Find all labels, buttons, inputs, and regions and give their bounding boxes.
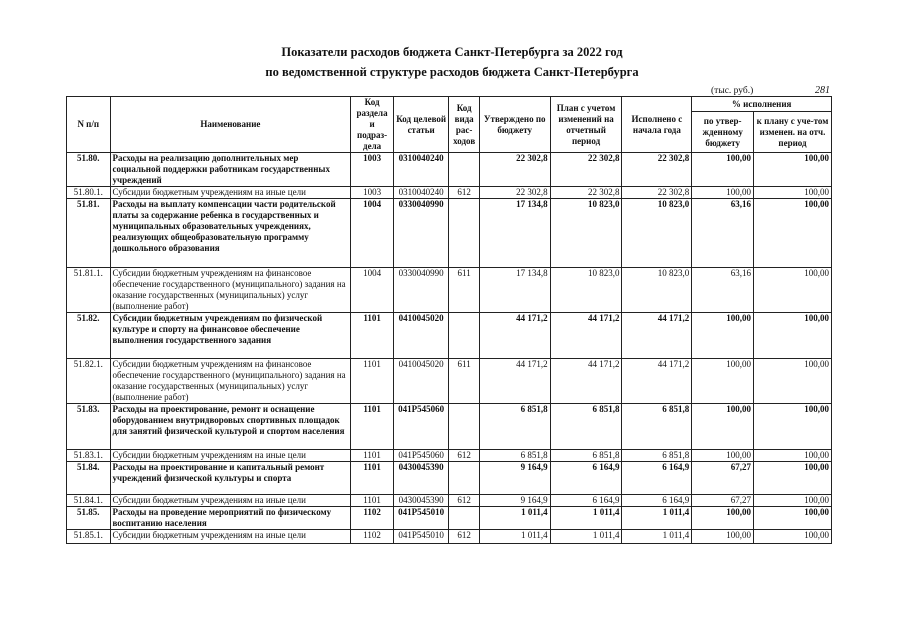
row-section-code: 1101 <box>351 450 394 462</box>
row-name: Субсидии бюджетным учреждениям на иные цели <box>110 530 351 544</box>
row-number: 51.84. <box>67 462 111 495</box>
report-subtitle: по ведомственной структуре расходов бюджета Санкт-Петербурга <box>265 65 639 79</box>
row-plan: 10 823,0 <box>550 268 622 313</box>
row-pct-approved: 100,00 <box>692 187 754 199</box>
row-number: 51.81.1. <box>67 268 111 313</box>
row-name: Расходы на проектирование, ремонт и оснащение оборудованием внутридворовых спортивных площадок для занятий физической культурой и спортом населения <box>110 404 351 450</box>
col-header-name: Наименование <box>110 97 351 153</box>
row-name: Расходы на проектирование и капитальный ремонт учреждений физической культуры и спорта <box>110 462 351 495</box>
row-type-code: 612 <box>449 495 479 507</box>
row-plan: 22 302,8 <box>550 187 622 199</box>
row-pct-approved: 67,27 <box>692 462 754 495</box>
col-header-target: Код целевой статьи <box>393 97 449 153</box>
row-name: Субсидии бюджетным учреждениям на иные цели <box>110 187 351 199</box>
row-type-code <box>449 313 479 359</box>
table-row <box>67 507 832 530</box>
row-type-code <box>449 507 479 530</box>
row-number: 51.82.1. <box>67 359 111 404</box>
row-executed: 10 823,0 <box>622 199 692 268</box>
row-pct-approved: 100,00 <box>692 450 754 462</box>
row-plan: 1 011,4 <box>550 530 622 544</box>
row-type-code: 611 <box>449 359 479 404</box>
row-target-code: 0430045390 <box>393 462 449 495</box>
row-type-code: 612 <box>449 450 479 462</box>
row-pct-plan: 100,00 <box>754 507 832 530</box>
units-label: (тыс. руб.) <box>711 86 754 96</box>
row-target-code: 041P545060 <box>393 404 449 450</box>
table-row <box>67 153 832 187</box>
row-section-code: 1101 <box>351 313 394 359</box>
row-pct-approved: 100,00 <box>692 530 754 544</box>
row-executed: 44 171,2 <box>622 313 692 359</box>
row-executed: 6 851,8 <box>622 404 692 450</box>
row-approved: 1 011,4 <box>479 507 550 530</box>
row-number: 51.85. <box>67 507 111 530</box>
col-header-pct-plan: к плану с уче-том изменен. на отч. период <box>754 112 832 153</box>
row-pct-approved: 63,16 <box>692 199 754 268</box>
row-pct-plan: 100,00 <box>754 153 832 187</box>
row-plan: 44 171,2 <box>550 313 622 359</box>
row-plan: 6 164,9 <box>550 462 622 495</box>
row-pct-plan: 100,00 <box>754 268 832 313</box>
row-plan: 1 011,4 <box>550 507 622 530</box>
row-pct-plan: 100,00 <box>754 404 832 450</box>
row-target-code: 0430045390 <box>393 495 449 507</box>
table-row <box>67 359 832 404</box>
row-approved: 9 164,9 <box>479 495 550 507</box>
row-type-code: 612 <box>449 187 479 199</box>
row-section-code: 1003 <box>351 187 394 199</box>
row-target-code: 0310040240 <box>393 153 449 187</box>
row-section-code: 1004 <box>351 268 394 313</box>
row-type-code: 611 <box>449 268 479 313</box>
row-pct-plan: 100,00 <box>754 187 832 199</box>
row-number: 51.83. <box>67 404 111 450</box>
col-header-plan: План с учетом изменений на отчетный период <box>550 97 622 153</box>
report-title: Показатели расходов бюджета Санкт-Петербурга за 2022 год <box>281 45 623 59</box>
row-target-code: 0330040990 <box>393 199 449 268</box>
row-section-code: 1101 <box>351 404 394 450</box>
page-number: 281 <box>815 85 830 96</box>
row-executed: 44 171,2 <box>622 359 692 404</box>
row-pct-plan: 100,00 <box>754 530 832 544</box>
row-executed: 22 302,8 <box>622 187 692 199</box>
row-approved: 6 851,8 <box>479 404 550 450</box>
row-target-code: 0410045020 <box>393 313 449 359</box>
row-section-code: 1102 <box>351 530 394 544</box>
table-row <box>67 530 832 544</box>
row-type-code <box>449 153 479 187</box>
row-target-code: 041P545010 <box>393 507 449 530</box>
table-row <box>67 187 832 199</box>
table-row <box>67 495 832 507</box>
row-section-code: 1004 <box>351 199 394 268</box>
row-section-code: 1102 <box>351 507 394 530</box>
row-approved: 22 302,8 <box>479 187 550 199</box>
row-target-code: 041P545010 <box>393 530 449 544</box>
row-pct-approved: 100,00 <box>692 313 754 359</box>
row-number: 51.85.1. <box>67 530 111 544</box>
row-number: 51.82. <box>67 313 111 359</box>
row-plan: 10 823,0 <box>550 199 622 268</box>
row-approved: 17 134,8 <box>479 199 550 268</box>
row-executed: 10 823,0 <box>622 268 692 313</box>
row-name: Расходы на выплату компенсации части родительской платы за содержание ребенка в государственных и муниципальных образовательных учреждениях, реализующих общеобразовательную программу дошкольного образования <box>110 199 351 268</box>
col-header-num: N п/п <box>67 97 111 153</box>
row-pct-plan: 100,00 <box>754 199 832 268</box>
row-approved: 17 134,8 <box>479 268 550 313</box>
row-section-code: 1101 <box>351 462 394 495</box>
row-executed: 6 164,9 <box>622 495 692 507</box>
row-approved: 22 302,8 <box>479 153 550 187</box>
row-name: Субсидии бюджетным учреждениям на иные цели <box>110 450 351 462</box>
row-executed: 22 302,8 <box>622 153 692 187</box>
row-plan: 22 302,8 <box>550 153 622 187</box>
row-approved: 1 011,4 <box>479 530 550 544</box>
row-target-code: 0330040990 <box>393 268 449 313</box>
row-pct-approved: 100,00 <box>692 507 754 530</box>
row-name: Субсидии бюджетным учреждениям по физической культуре и спорту на финансовое обеспечение выполнения государственного задания <box>110 313 351 359</box>
col-header-approved: Утверждено по бюджету <box>479 97 550 153</box>
row-executed: 1 011,4 <box>622 507 692 530</box>
row-name: Субсидии бюджетным учреждениям на финансовое обеспечение государственного (муниципального) задания на оказание государственных (муниципальных) услуг (выполнение работ) <box>110 359 351 404</box>
col-header-type: Код вида рас-ходов <box>449 97 479 153</box>
table-row <box>67 268 832 313</box>
row-name: Расходы на проведение мероприятий по физическому воспитанию населения <box>110 507 351 530</box>
row-executed: 6 164,9 <box>622 462 692 495</box>
col-header-pct-approved: по утвер-жденному бюджету <box>692 112 754 153</box>
row-type-code <box>449 404 479 450</box>
row-section-code: 1101 <box>351 359 394 404</box>
row-pct-approved: 100,00 <box>692 359 754 404</box>
table-row <box>67 462 832 495</box>
row-pct-plan: 100,00 <box>754 462 832 495</box>
row-executed: 6 851,8 <box>622 450 692 462</box>
table-body <box>67 153 832 544</box>
row-approved: 9 164,9 <box>479 462 550 495</box>
row-plan: 6 851,8 <box>550 450 622 462</box>
row-approved: 6 851,8 <box>479 450 550 462</box>
row-pct-plan: 100,00 <box>754 359 832 404</box>
row-approved: 44 171,2 <box>479 313 550 359</box>
row-number: 51.80. <box>67 153 111 187</box>
row-approved: 44 171,2 <box>479 359 550 404</box>
row-plan: 44 171,2 <box>550 359 622 404</box>
row-type-code <box>449 462 479 495</box>
row-number: 51.81. <box>67 199 111 268</box>
row-number: 51.80.1. <box>67 187 111 199</box>
col-header-executed: Исполнено с начала года <box>622 97 692 153</box>
row-target-code: 0410045020 <box>393 359 449 404</box>
row-section-code: 1101 <box>351 495 394 507</box>
row-pct-plan: 100,00 <box>754 313 832 359</box>
col-header-section: Код раздела и подраз-дела <box>351 97 394 153</box>
row-target-code: 041P545060 <box>393 450 449 462</box>
row-pct-approved: 67,27 <box>692 495 754 507</box>
table-row <box>67 450 832 462</box>
row-type-code <box>449 199 479 268</box>
table-row <box>67 313 832 359</box>
row-number: 51.83.1. <box>67 450 111 462</box>
row-name: Расходы на реализацию дополнительных мер социальной поддержки работникам государственных учреждений <box>110 153 351 187</box>
row-plan: 6 851,8 <box>550 404 622 450</box>
col-header-pct-group: % исполнения <box>692 97 832 112</box>
budget-table <box>66 96 832 544</box>
table-row <box>67 404 832 450</box>
row-pct-approved: 100,00 <box>692 153 754 187</box>
row-plan: 6 164,9 <box>550 495 622 507</box>
row-name: Субсидии бюджетным учреждениям на иные цели <box>110 495 351 507</box>
row-number: 51.84.1. <box>67 495 111 507</box>
row-type-code: 612 <box>449 530 479 544</box>
row-name: Субсидии бюджетным учреждениям на финансовое обеспечение государственного (муниципального) задания на оказание государственных (муниципальных) услуг (выполнение работ) <box>110 268 351 313</box>
row-target-code: 0310040240 <box>393 187 449 199</box>
row-executed: 1 011,4 <box>622 530 692 544</box>
row-pct-plan: 100,00 <box>754 495 832 507</box>
table-row <box>67 199 832 268</box>
row-pct-plan: 100,00 <box>754 450 832 462</box>
row-section-code: 1003 <box>351 153 394 187</box>
row-pct-approved: 100,00 <box>692 404 754 450</box>
row-pct-approved: 63,16 <box>692 268 754 313</box>
